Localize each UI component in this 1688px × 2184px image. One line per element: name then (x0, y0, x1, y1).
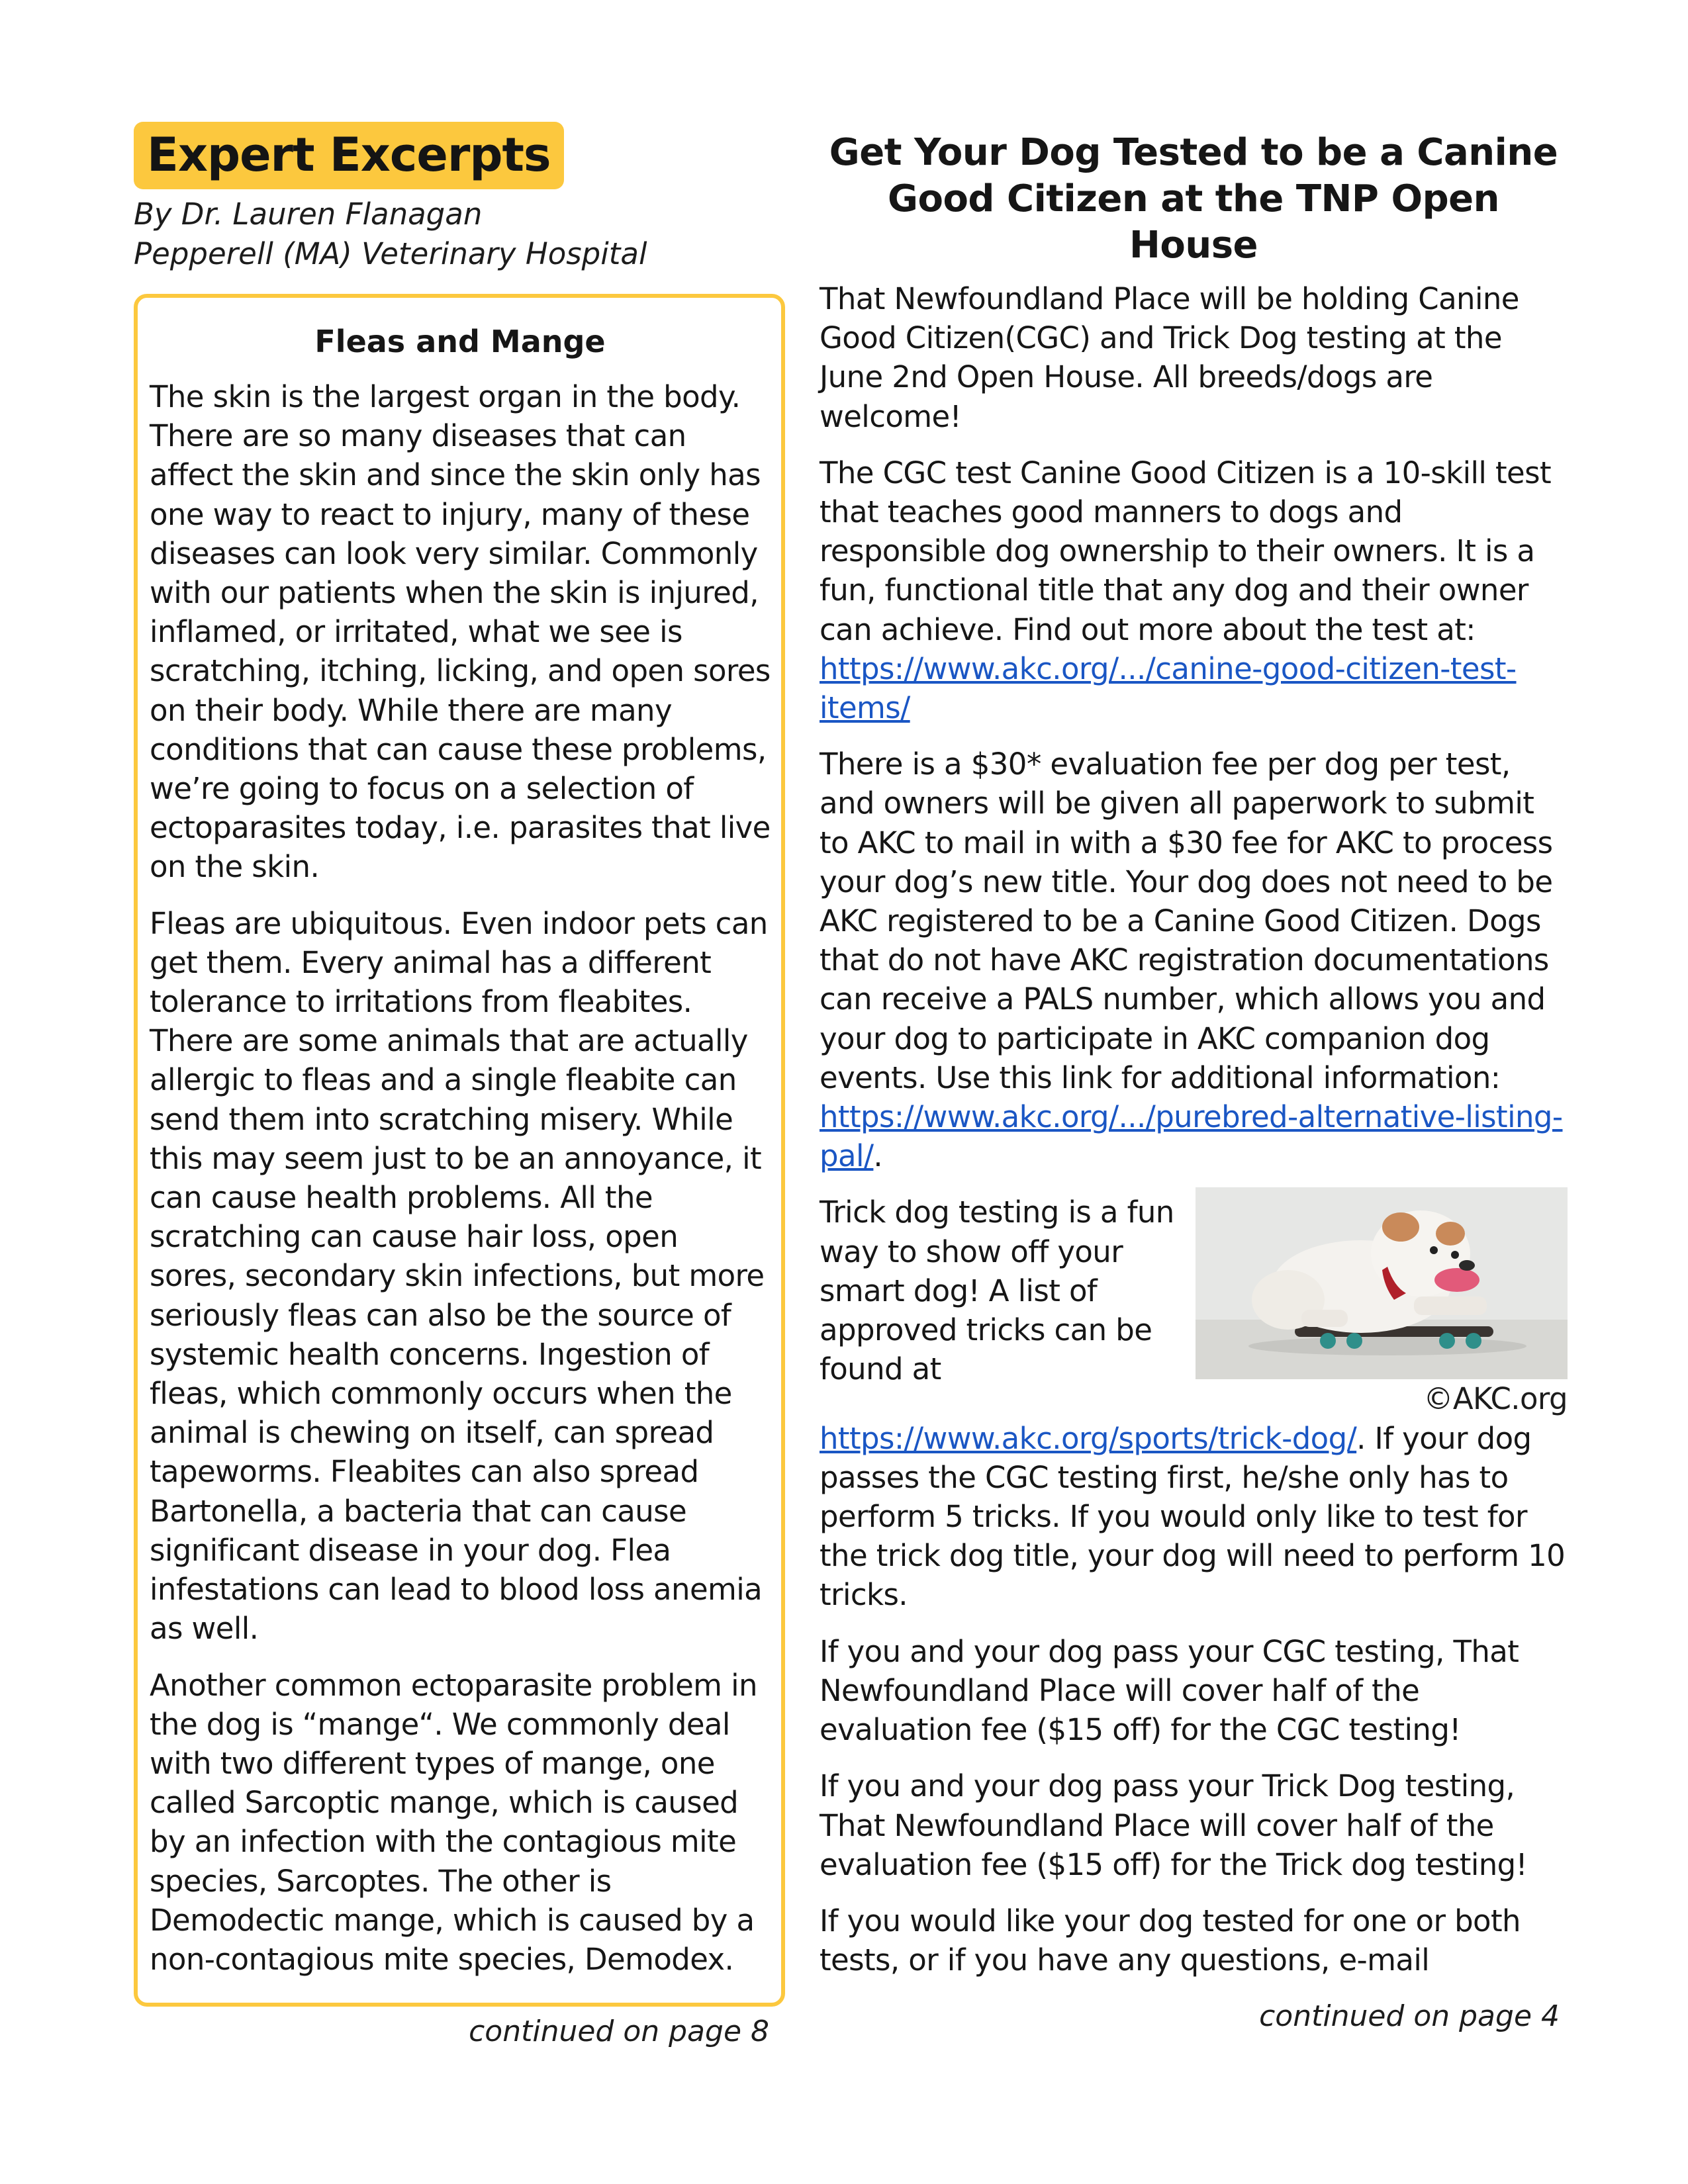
photo-credit: ©AKC.org (1423, 1381, 1568, 1417)
cgc-paragraph-3 (820, 745, 1568, 1175)
cgc-paragraph-3-text: There is a $30* evaluation fee per dog per test, and owners will be given all paperwork to submit to AKC to mail in with a $30 fee for AKC to process your dog’s new title. Your dog does not need to be AKC registered to be a Canine Good Citizen. Dogs that do not have AKC registration documentations can receive a PALS number, which allows you and your dog to participate in AKC companion dog events. Use this link for additional information: (820, 747, 1553, 1095)
expert-article-title: Fleas and Mange (314, 324, 606, 359)
expert-article-box (134, 294, 785, 2007)
cgc-paragraph-3-end: . (873, 1138, 883, 1174)
section-badge: Expert Excerpts (134, 122, 564, 189)
expert-excerpts-column (134, 122, 781, 2052)
expert-paragraph-3: Another common ectoparasite problem in the dog is “mange“. We commonly deal with two different types of mange, one called Sarcoptic mange, which is caused by an infection with the contagious mite species, Sarcoptes. The other is Demodectic mange, which is caused by a non-contagious mite species, Demodex. (150, 1667, 757, 1977)
continued-note-right: continued on page 4 (1259, 1999, 1560, 2034)
cgc-paragraph-6: If you and your dog pass your Trick Dog testing, That Newfoundland Place will cover half of the evaluation fee ($15 off) for the Trick dog testing! (820, 1768, 1528, 1882)
photo-figure (1190, 1187, 1568, 1418)
pal-listing-link[interactable]: https://www.akc.org/.../purebred-alternative-listing-pal/ (820, 1099, 1563, 1174)
cgc-paragraph-4-text: Trick dog testing is a fun way to show off your smart dog! A list of approved tricks can be found at (820, 1195, 1174, 1387)
author-affiliation: Pepperell (MA) Veterinary Hospital (134, 236, 647, 271)
expert-paragraph-1: The skin is the largest organ in the body. There are so many diseases that can affect the skin and since the skin only has one way to react to injury, many of these diseases can look very similar. Commonly with our patients when the skin is injured, inflamed, or irritated, what we see is scratching, itching, licking, and open sores on their body. While there are many conditions that can cause these problems, we’re going to focus on a selection of ectoparasites today, i.e. parasites that live on the skin. (150, 379, 771, 885)
trick-dog-link[interactable]: https://www.akc.org/sports/trick-dog/ (820, 1420, 1357, 1456)
cgc-paragraph-2 (820, 453, 1568, 727)
continued-note-left: continued on page 8 (469, 2015, 769, 2049)
cgc-paragraph-4 (820, 1193, 1568, 1614)
cgc-paragraph-2-text: The CGC test Canine Good Citizen is a 10-skill test that teaches good manners to dogs and responsible dog ownership to their owners. It is a fun, functional title that any dog and their owner can achieve. Find out more about the test at: (820, 455, 1552, 647)
cgc-article-column (820, 130, 1568, 2036)
skateboarding-bulldog-photo (1196, 1187, 1568, 1379)
author-name: By Dr. Lauren Flanagan (134, 197, 483, 232)
cgc-paragraph-4-rest: . If your dog passes the CGC testing first, he/she only has to perform 5 tricks. If you would only like to test for the trick dog title, your dog will need to perform 10 tricks. (820, 1420, 1566, 1613)
cgc-test-items-link[interactable]: https://www.akc.org/.../canine-good-citizen-test-items/ (820, 651, 1517, 726)
byline (134, 195, 781, 274)
cgc-paragraph-1: That Newfoundland Place will be holding Canine Good Citizen(CGC) and Trick Dog testing at the June 2nd Open House. All breeds/dogs are welcome! (820, 281, 1519, 434)
cgc-article-title: Get Your Dog Tested to be a Canine Good Citizen at the TNP Open House (829, 131, 1558, 267)
cgc-paragraph-7: If you would like your dog tested for one or both tests, or if you have any questions, e-mail (820, 1903, 1521, 1978)
expert-paragraph-2: Fleas are ubiquitous. Even indoor pets can get them. Every animal has a different tolerance to irritations from fleabites. There are some animals that are actually allergic to fleas and a single fleabite can send them into scratching misery. While this may seem just to be an annoyance, it can cause health problems. All the scratching can cause hair loss, open sores, secondary skin infections, but more seriously fleas can also be the source of systemic health concerns. Ingestion of fleas, which commonly occurs when the animal is chewing on itself, can spread tapeworms. Fleabites can also spread Bartonella, a bacteria that can cause significant disease in your dog. Flea infestations can lead to blood loss anemia as well. (150, 905, 768, 1647)
cgc-paragraph-5: If you and your dog pass your CGC testing, That Newfoundland Place will cover half of the evaluation fee ($15 off) for the CGC testing! (820, 1633, 1519, 1748)
